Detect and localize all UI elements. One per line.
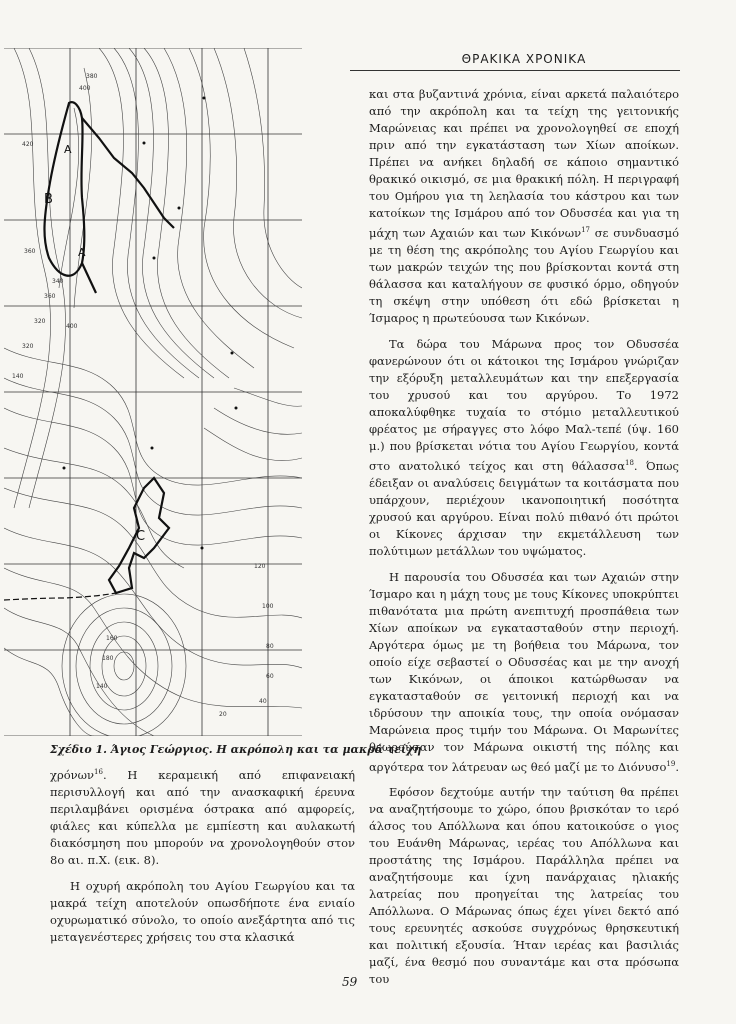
contour-label: 320 bbox=[22, 343, 34, 350]
contour-label: 360 bbox=[24, 248, 36, 255]
contour-map-figure bbox=[4, 48, 302, 736]
footnote-ref: 17 bbox=[581, 226, 590, 234]
left-paragraph-2: Η οχυρή ακρόπολη του Αγίου Γεωργίου και τα μακρά τείχη αποτελούν οπωσδήποτε ένα ενιαίο οχυρωματικό σύνολο, το οποίο ανεξάρτητα από τις μεταγενέστερες χρήσεις του στα κλασικά bbox=[50, 878, 355, 944]
right-paragraph-3 bbox=[369, 569, 679, 776]
footnote-ref: 16 bbox=[94, 768, 103, 776]
text-run: . Η κεραμεική από επιφανειακή περισυλλογή και από την ανασκαφική έρευνα περιλαμβάνει ορισμένα όστρακα από αμφορείς, φιάλες και κύπελλα με εμπίεστη και αυλακωτή διακόσμηση που μπορούν να χρονολογηθούν στον 8ο αι. π.Χ. (εικ. 8). bbox=[50, 767, 355, 867]
footnote-ref: 18 bbox=[625, 458, 634, 467]
header-rule bbox=[350, 70, 680, 71]
label-b: B bbox=[44, 192, 53, 207]
text-run: και στα βυζαντινά χρόνια, είναι αρκετά παλαιότερο από την ακρόπολη και τα τείχη της γειτονικής Μαρώνειας και πρέπει να χρονολογηθεί σε εποχή πριν από την εγκατάσταση των Χίων αποίκων. Πρέπει να ανήκει δηλαδή σε κάποιο σημαντικό θρακικό οικισμό, σε μια θρακική πόλη. Η περιγραφή του Ομήρου για τη λεηλασία του κάστρου και των κατοίκων της Ισμάρου από τον Οδυσσέα και για τη μάχη των Αχαιών και των Κικόνων bbox=[369, 87, 679, 240]
right-paragraph-1 bbox=[369, 86, 679, 327]
label-a2: A bbox=[78, 246, 86, 259]
contour-label: 420 bbox=[22, 141, 34, 148]
right-column bbox=[369, 86, 679, 997]
contour-label: 380 bbox=[86, 73, 98, 80]
contour-label: 140 bbox=[96, 683, 108, 690]
contour-label: 120 bbox=[254, 563, 266, 570]
contour-label: 20 bbox=[219, 711, 227, 718]
contour-label: 80 bbox=[266, 643, 274, 650]
text-run: Τα δώρα του Μάρωνα προς τον Οδυσσέα φανερώνουν ότι οι κάτοικοι της Ισμάρου γνώριζαν την εξόρυξη μεταλλευμάτων και την επεξεργασία του χρυσού και του αργύρου. Το 1972 αποκαλύφθηκε τυχαία το στόμιο μεταλλευτικού φρέατος με σήραγγες στο λόφο Μαλ-τεπέ (ύψ. 160 μ.) που βρίσκεται νότια του Αγίου Γεωργίου, κοντά στο ανατολικό τείχος και στη θάλασσα bbox=[369, 336, 679, 473]
contour-label: 360 bbox=[44, 293, 56, 300]
label-a1: A bbox=[64, 143, 72, 156]
contour-label: 40 bbox=[259, 698, 267, 705]
text-run: χρόνων bbox=[50, 767, 95, 782]
contour-label: 340 bbox=[52, 278, 64, 285]
right-paragraph-4: Εφόσον δεχτούμε αυτήν την ταύτιση θα πρέπει να αναζητήσουμε το χώρο, όπου βρισκόταν το ιερό άλσος του Απόλλωνα και όπου κατοικούσε ο γιος του Ευάνθη Μάρωνας, ιερέας του Απόλλωνα και προστάτης της Ισμάρου. Παράλληλα πρέπει να αναζητήσουμε και ίχνη πανάρχαιας ηλιακής λατρείας που προηγείται της λατρείας του Απόλλωνα. Ο Μάρωνας όπως έχει γίνει δεκτό από τους ερευνητές ασκούσε συγχρόνως θρησκευτική και πολιτική εξουσία. Ήταν ιερέας και βασιλιάς μαζί, ένα θεσμό που συναντάμε και στα πρόσωπα του bbox=[369, 785, 679, 987]
text-run: Η παρουσία του Οδυσσέα και των Αχαιών στην Ίσμαρο και η μάχη τους με τους Κίκονες υποκρύπτει πιθανότατα μια πρώτη ανεπιτυχή προσπάθεια των Χίων αποίκων να εγκατασταθούν στην περιοχή. Αργότερα όμως με τη βοήθεια του Μάρωνα, τον οποίο είχε σεβαστεί ο Οδυσσέας και με την ανοχή των Κικόνων, οι άποικοι κατώρθωσαν να εγκατασταθούν σε γειτονική περιοχή και να ιδρύσουν την αποικία τους, την οποία ονόμασαν Μαρώνεια προς τιμήν του Μάρωνα. Οι Μαρωνίτες θεωρούσαν τον Μάρωνα οικιστή της πόλης και αργότερα τον λάτρευαν ως θεό μαζί με το Διόνυσο bbox=[369, 569, 679, 774]
running-title: ΘΡΑΚΙΚΑ ΧΡΟΝΙΚΑ bbox=[461, 52, 587, 66]
contour-label: 140 bbox=[12, 373, 24, 380]
footnote-ref: 19 bbox=[666, 759, 676, 768]
contour-label: 320 bbox=[34, 318, 46, 325]
contour-label: 160 bbox=[106, 635, 118, 642]
label-c: C bbox=[136, 529, 146, 544]
left-column bbox=[50, 764, 355, 955]
contour-label: 100 bbox=[262, 603, 274, 610]
figure-caption: Σχέδιο 1. Άγιος Γεώργιος. Η ακρόπολη και τα μακρά τείχη bbox=[50, 743, 422, 756]
contour-label: 400 bbox=[79, 85, 91, 92]
left-paragraph-1 bbox=[50, 764, 355, 869]
contour-label: 400 bbox=[66, 323, 78, 330]
text-run: . Όπως έδειξαν οι αναλύσεις δειγμάτων τα κοιτάσματα που υπάρχουν, περιέχουν ικανοποιητική ποσότητα χρυσού και αργύρου. Είναι πολύ πιθανό ότι πρώτοι οι Κίκονες άρχισαν την εκμετάλλευση των πολύτιμων μετάλλων του υψώματος. bbox=[369, 458, 680, 558]
contour-label: 180 bbox=[102, 655, 114, 662]
contour-map bbox=[4, 48, 302, 736]
right-paragraph-2 bbox=[369, 336, 679, 560]
contour-label: 60 bbox=[266, 673, 274, 680]
text-run: σε συνδυασμό με τη θέση της ακρόπολης του Αγίου Γεωργίου και των μακρών τειχών της που βρίσκονται κοντά στη θάλασσα και καταλήγουν σε φυσικό όρμο, οδηγούν τη σκέψη στην υπόθεση ότι εδώ βρίσκεται η Ίσμαρος η πρωτεύουσα των Κικόνων. bbox=[369, 225, 679, 325]
page-number: 59 bbox=[342, 975, 358, 989]
text-run: . bbox=[675, 759, 679, 774]
